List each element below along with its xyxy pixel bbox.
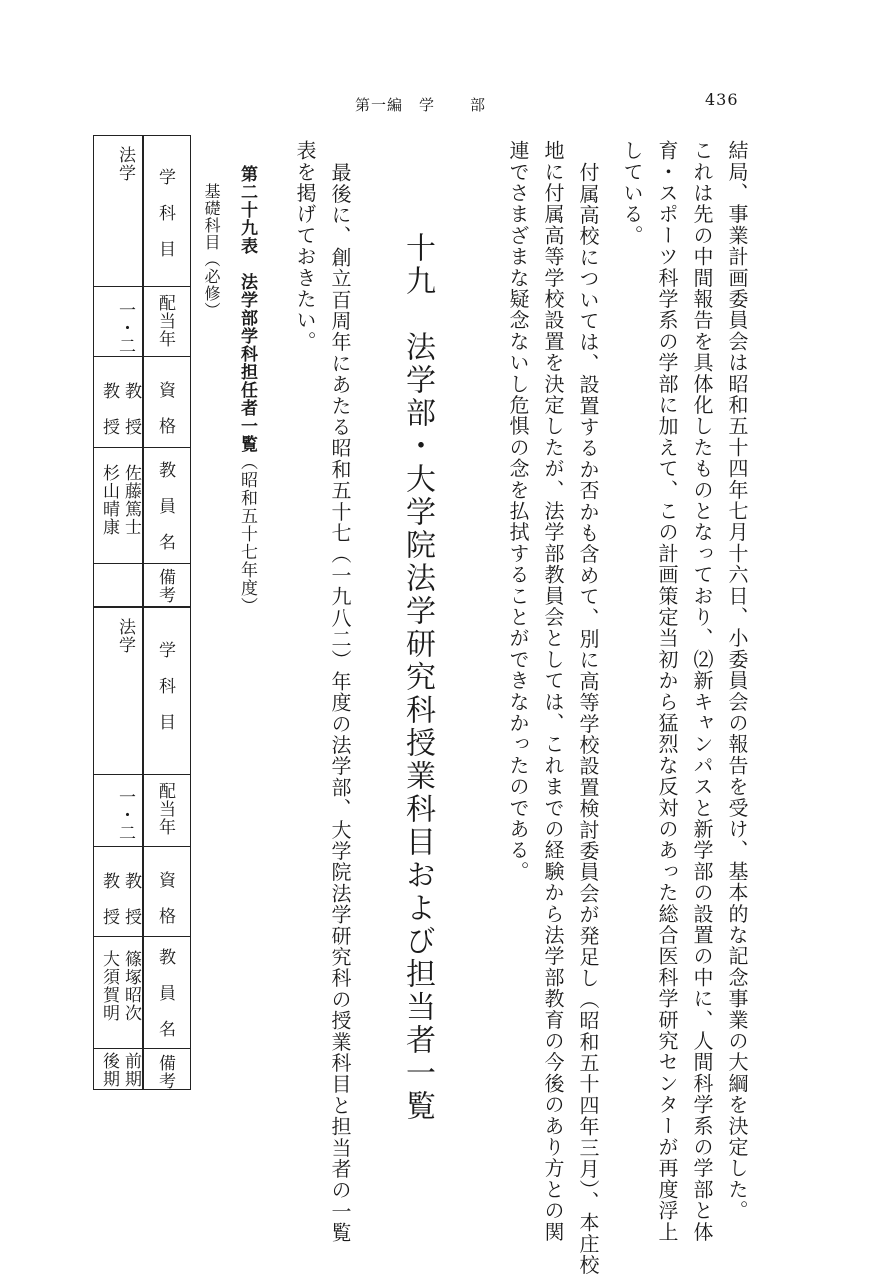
row-teacher: 杉山晴康 (99, 464, 119, 536)
row-qualification: 教 授 (121, 872, 141, 926)
table-subcaption: 基礎科目（必修） (202, 183, 221, 319)
section-heading: 十九 法学部・大学院法学研究科授業科目および担当者一覧 (400, 232, 435, 1123)
page-number: 436 (705, 90, 739, 109)
paragraph-line: 育・スポーツ科学系の学部に加えて、この計画策定当初から猛烈な反対のあった総合医科学研究センターが再度浮上 (655, 140, 679, 1243)
paragraph-line: 表を掲げておきたい。 (293, 140, 317, 352)
table-row-divider (94, 846, 190, 847)
row-teacher: 篠塚昭次 (121, 950, 141, 1022)
table-row-divider (94, 356, 190, 357)
row-year: 一・二 (115, 788, 135, 842)
table-row-divider (94, 774, 190, 775)
table-row-divider (94, 563, 190, 564)
header-remarks: 備考 (155, 1054, 175, 1090)
row-subject: 法学 (115, 618, 135, 654)
row-qualification: 教 授 (99, 872, 119, 926)
table-row-divider (94, 447, 190, 448)
header-teacher: 教 員 名 (155, 461, 175, 551)
table-block-divider (94, 606, 190, 608)
table-row-divider (94, 1048, 190, 1049)
header-subject: 学 科 目 (155, 641, 175, 731)
paragraph-line: 地に付属高等学校設置を決定したが、法学部教員会としては、これまでの経験から法学部教育の今後のあり方との関 (541, 140, 565, 1243)
running-header-part: 部 (470, 96, 487, 114)
paragraph-line: これは先の中間報告を具体化したものとなっており、⑵新キャンパスと新学部の設置の中に、人間科学系の学部と体 (690, 140, 714, 1243)
header-year: 配当年 (155, 294, 175, 348)
row-teacher: 大須賀明 (99, 950, 119, 1022)
header-year: 配当年 (155, 782, 175, 836)
paragraph-line: 連でさまざまな疑念ないし危惧の念を払拭することができなかったのである。 (506, 140, 530, 882)
header-qualification: 資 格 (155, 381, 175, 435)
row-subject: 法学 (115, 146, 135, 182)
row-teacher: 佐藤篤士 (121, 464, 141, 536)
paragraph-line: 結局、事業計画委員会は昭和五十四年七月十六日、小委員会の報告を受け、基本的な記念事業の大綱を決定した。 (725, 140, 749, 1222)
row-qualification: 教 授 (121, 382, 141, 436)
row-qualification: 教 授 (99, 382, 119, 436)
table-caption-title: 第二十九表 法学部学科担任者一覧 (237, 165, 257, 453)
row-year: 一・二 (115, 301, 135, 355)
running-header-title: 第一編 学 (355, 96, 436, 114)
header-teacher: 教 員 名 (155, 948, 175, 1038)
paragraph-line: 最後に、創立百周年にあたる昭和五十七（一九八二）年度の法学部、大学院法学研究科の授業科目と担当者の一覧 (328, 162, 352, 1244)
paragraph-line: 付属高校については、設置するか否かも含めて、別に高等学校設置検討委員会が発足し（昭和五十四年三月）、本庄校 (576, 162, 600, 1276)
table-row-divider (94, 936, 190, 937)
table-row-divider (94, 286, 190, 287)
faculty-table (93, 135, 191, 1090)
header-subject: 学 科 目 (155, 168, 175, 258)
header-remarks: 備考 (155, 568, 175, 604)
paragraph-line: している。 (620, 140, 644, 246)
table-caption-note: （昭和五十七年度） (237, 453, 257, 615)
row-remark: 後期 (99, 1052, 119, 1088)
table-caption (238, 165, 255, 615)
row-remark: 前期 (121, 1052, 141, 1088)
table-column-divider (142, 136, 144, 1089)
header-qualification: 資 格 (155, 871, 175, 925)
